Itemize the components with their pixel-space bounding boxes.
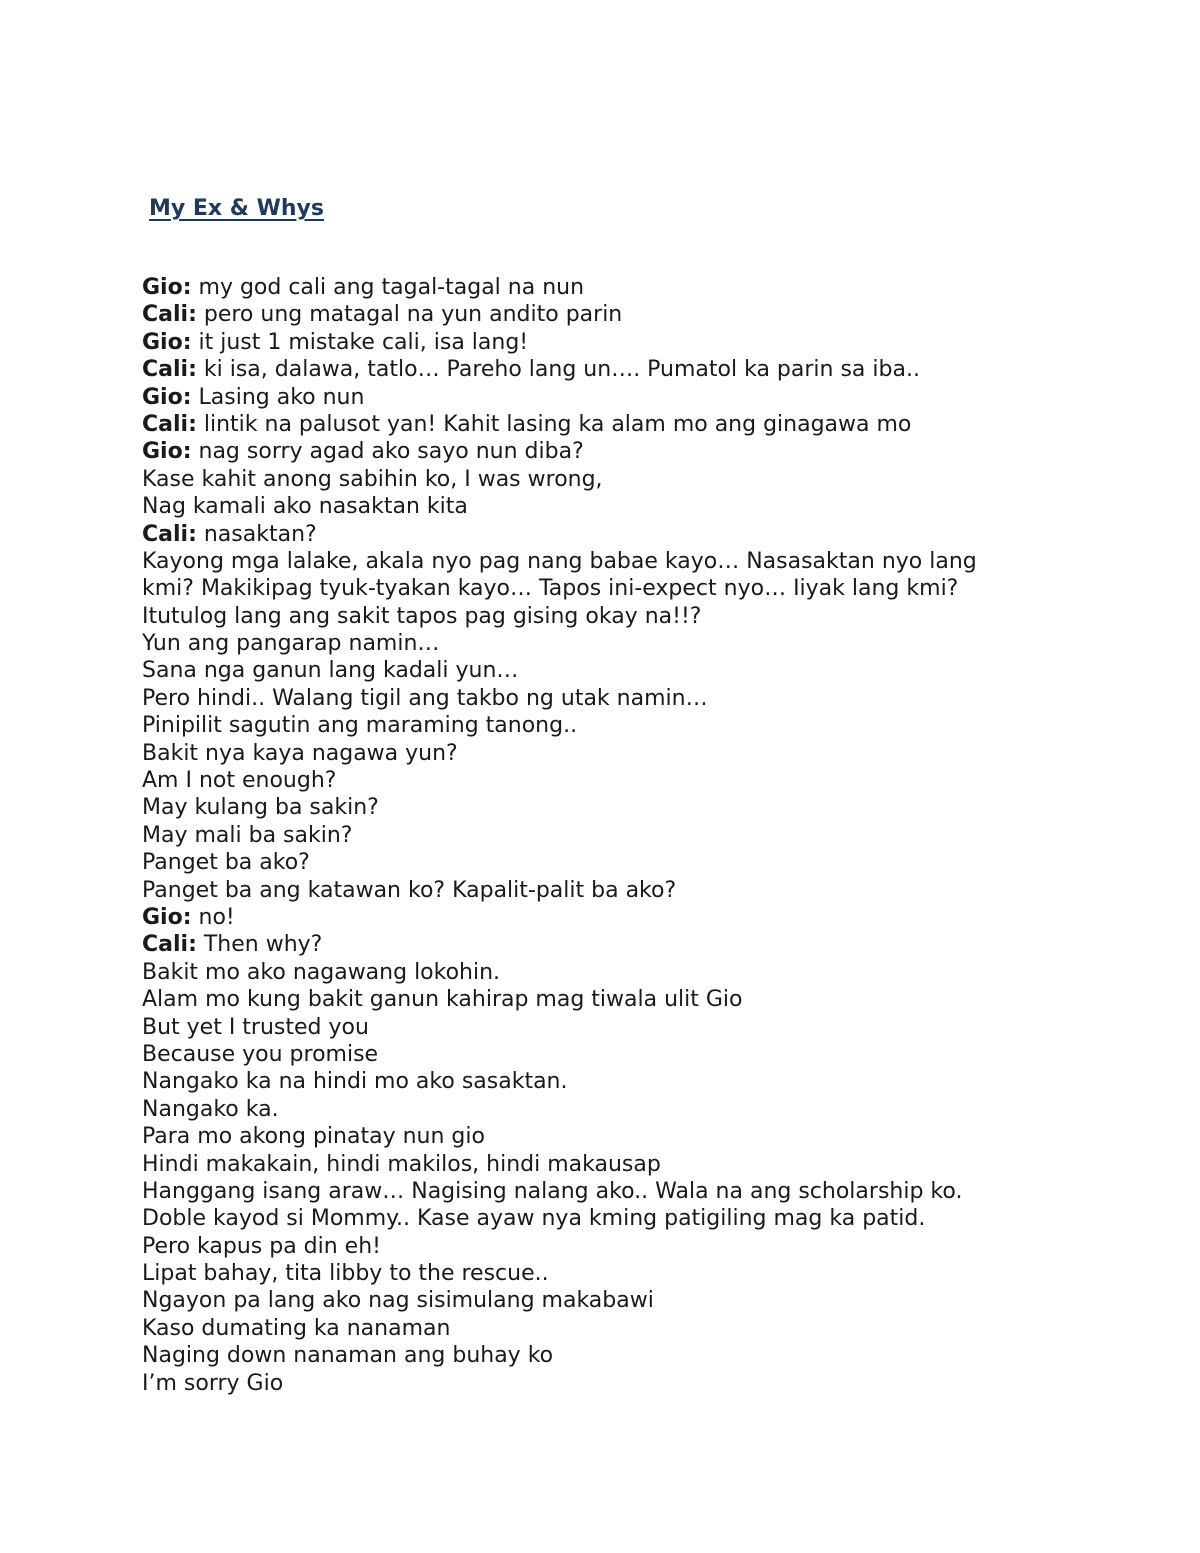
line-text: Alam mo kung bakit ganun kahirap mag tiwala ulit Gio bbox=[142, 987, 743, 1013]
line-text: Bakit nya kaya nagawa yun? bbox=[142, 740, 458, 766]
dialogue-line bbox=[142, 877, 1142, 904]
dialogue-line bbox=[142, 329, 1142, 356]
dialogue-line bbox=[142, 1342, 1142, 1369]
dialogue-line bbox=[142, 1315, 1142, 1342]
line-text: Kase kahit anong sabihin ko, I was wrong, bbox=[142, 466, 603, 492]
dialogue-line bbox=[142, 384, 1142, 411]
dialogue-line bbox=[142, 603, 1142, 630]
dialogue-line bbox=[142, 1068, 1142, 1095]
line-text: Yun ang pangarap namin… bbox=[142, 631, 440, 657]
dialogue-line bbox=[142, 1205, 1142, 1232]
line-text: May mali ba sakin? bbox=[142, 822, 353, 848]
dialogue-line bbox=[142, 466, 1142, 493]
dialogue-line bbox=[142, 493, 1142, 520]
dialogue-line bbox=[142, 657, 1142, 684]
dialogue-line bbox=[142, 822, 1142, 849]
dialogue-line bbox=[142, 1014, 1142, 1041]
line-text: Because you promise bbox=[142, 1041, 379, 1067]
dialogue-line bbox=[142, 1096, 1142, 1123]
line-text: Nangako ka. bbox=[142, 1096, 279, 1122]
dialogue-line bbox=[142, 356, 1142, 383]
line-text: Pinipilit sagutin ang maraming tanong.. bbox=[142, 713, 578, 739]
speaker-label: Gio: bbox=[142, 439, 192, 465]
dialogue-line bbox=[142, 712, 1142, 739]
dialogue-line bbox=[142, 411, 1142, 438]
line-text: Nangako ka na hindi mo ako sasaktan. bbox=[142, 1069, 568, 1095]
line-text: Panget ba ang katawan ko? Kapalit-palit ba ako? bbox=[142, 877, 677, 903]
line-text: pero ung matagal na yun andito parin bbox=[196, 302, 623, 328]
speaker-label: Gio: bbox=[142, 904, 192, 930]
line-text: Lasing ako nun bbox=[191, 384, 365, 410]
dialogue-line bbox=[142, 740, 1142, 767]
dialogue-line bbox=[142, 849, 1142, 876]
line-text: Itutulog lang ang sakit tapos pag gising okay na!!? bbox=[142, 603, 702, 629]
speaker-label: Gio: bbox=[142, 275, 192, 300]
dialogue-line bbox=[142, 1370, 1142, 1397]
dialogue-line bbox=[142, 986, 1142, 1013]
dialogue-line bbox=[142, 575, 1142, 602]
line-text: no! bbox=[191, 904, 235, 930]
document-title: My Ex & Whys bbox=[149, 196, 324, 221]
line-text: lintik na palusot yan! Kahit lasing ka alam mo ang ginagawa mo bbox=[196, 411, 912, 437]
speaker-label: Cali: bbox=[142, 302, 197, 328]
line-text: nag sorry agad ako sayo nun diba? bbox=[191, 439, 584, 465]
line-text: Sana nga ganun lang kadali yun… bbox=[142, 658, 519, 684]
dialogue-line bbox=[142, 438, 1142, 465]
line-text: Pero hindi.. Walang tigil ang takbo ng utak namin… bbox=[142, 685, 708, 711]
speaker-label: Gio: bbox=[142, 329, 192, 355]
dialogue-line bbox=[142, 931, 1142, 958]
line-text: May kulang ba sakin? bbox=[142, 795, 379, 821]
line-text: But yet I trusted you bbox=[142, 1014, 369, 1040]
dialogue-line bbox=[142, 548, 1142, 575]
line-text: ki isa, dalawa, tatlo… Pareho lang un…. Pumatol ka parin sa iba.. bbox=[196, 357, 920, 383]
line-text: kmi? Makikipag tyuk-tyakan kayo… Tapos ini-expect nyo… Iiyak lang kmi? bbox=[142, 576, 959, 602]
dialogue-line bbox=[142, 630, 1142, 657]
dialogue-body bbox=[142, 274, 1142, 1397]
speaker-label: Cali: bbox=[142, 521, 197, 547]
dialogue-line bbox=[142, 1287, 1142, 1314]
line-text: Nag kamali ako nasaktan kita bbox=[142, 494, 468, 520]
line-text: nasaktan? bbox=[196, 521, 317, 547]
speaker-label: Cali: bbox=[142, 932, 197, 958]
line-text: I’m sorry Gio bbox=[142, 1370, 284, 1396]
line-text: Doble kayod si Mommy.. Kase ayaw nya kming patigiling mag ka patid. bbox=[142, 1206, 926, 1232]
speaker-label: Cali: bbox=[142, 357, 197, 383]
line-text: Naging down nanaman ang buhay ko bbox=[142, 1343, 554, 1369]
dialogue-line bbox=[142, 794, 1142, 821]
line-text: Panget ba ako? bbox=[142, 850, 310, 876]
speaker-label: Gio: bbox=[142, 384, 192, 410]
line-text: Pero kapus pa din eh! bbox=[142, 1233, 381, 1259]
dialogue-line bbox=[142, 274, 1142, 301]
line-text: Then why? bbox=[196, 932, 323, 958]
dialogue-line bbox=[142, 904, 1142, 931]
dialogue-line bbox=[142, 521, 1142, 548]
dialogue-line bbox=[142, 1123, 1142, 1150]
line-text: my god cali ang tagal-tagal na nun bbox=[191, 275, 585, 300]
line-text: Kaso dumating ka nanaman bbox=[142, 1315, 451, 1341]
line-text: Lipat bahay, tita libby to the rescue.. bbox=[142, 1261, 549, 1287]
dialogue-line bbox=[142, 1041, 1142, 1068]
dialogue-line bbox=[142, 301, 1142, 328]
line-text: Hindi makakain, hindi makilos, hindi makausap bbox=[142, 1151, 661, 1177]
dialogue-line bbox=[142, 767, 1142, 794]
dialogue-line bbox=[142, 1151, 1142, 1178]
dialogue-line bbox=[142, 1233, 1142, 1260]
line-text: it just 1 mistake cali, isa lang! bbox=[191, 329, 529, 355]
line-text: Bakit mo ako nagawang lokohin. bbox=[142, 959, 501, 985]
speaker-label: Cali: bbox=[142, 411, 197, 437]
dialogue-line bbox=[142, 1260, 1142, 1287]
dialogue-line bbox=[142, 685, 1142, 712]
line-text: Hanggang isang araw… Nagising nalang ako.. Wala na ang scholarship ko. bbox=[142, 1178, 963, 1204]
dialogue-line bbox=[142, 959, 1142, 986]
line-text: Am I not enough? bbox=[142, 768, 337, 794]
line-text: Para mo akong pinatay nun gio bbox=[142, 1124, 485, 1150]
line-text: Ngayon pa lang ako nag sisimulang makabawi bbox=[142, 1288, 654, 1314]
line-text: Kayong mga lalake, akala nyo pag nang babae kayo… Nasasaktan nyo lang bbox=[142, 548, 977, 574]
dialogue-line bbox=[142, 1178, 1142, 1205]
